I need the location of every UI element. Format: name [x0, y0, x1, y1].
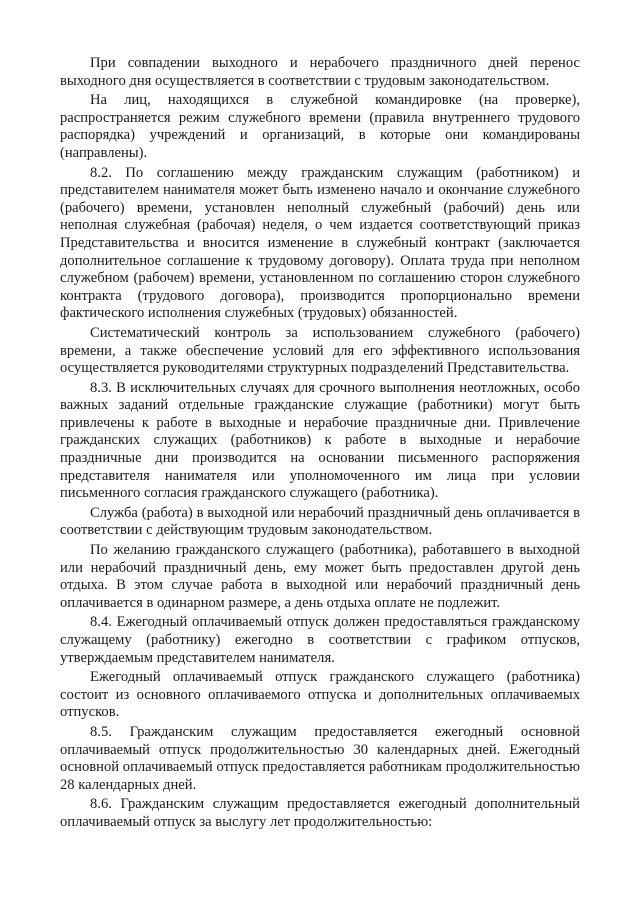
- paragraph-holiday-pay: Служба (работа) в выходной или нерабочий праздничный день оплачивается в соответствии с действующим трудовым законодательством.: [60, 504, 580, 539]
- paragraph-rest-day: По желанию гражданского служащего (работника), работавшего в выходной или нерабочий праздничный день, ему может быть предоставлен другой день отдыха. В этом случае работа в выходной или нерабочий праздничный день оплачивается в одинарном размере, а день отдыха оплате не подлежит.: [60, 542, 580, 611]
- paragraph-business-trip: На лиц, находящихся в служебной командировке (на проверке), распространяется режим служебного времени (правила внутреннего трудового распорядка) учреждений и организаций, в которые они командированы (направлены).: [60, 92, 580, 161]
- paragraph-time-control: Систематический контроль за использованием служебного (рабочего) времени, а также обеспечение условий для его эффективного использования осуществляется руководителями структурных подразделений Представительства.: [60, 324, 580, 377]
- paragraph-holiday-transfer: При совпадении выходного и нерабочего праздничного дней перенос выходного дня осуществляется в соответствии с трудовым законодательством.: [60, 55, 580, 89]
- paragraph-8-6: 8.6. Гражданским служащим предоставляется ежегодный дополнительный оплачиваемый отпуск за выслугу лет продолжительностью:: [60, 796, 580, 830]
- paragraph-8-5: 8.5. Гражданским служащим предоставляется ежегодный основной оплачиваемый отпуск продолжительностью 30 календарных дней. Ежегодный основной оплачиваемый отпуск предоставляется работникам продолжительностью 28 календарных дней.: [60, 723, 580, 793]
- document-page: [60, 55, 580, 832]
- paragraph-8-4: 8.4. Ежегодный оплачиваемый отпуск должен предоставляться гражданскому служащему (работнику) ежегодно в соответствии с графиком отпусков, утверждаемым представителем нанимателя.: [60, 614, 580, 666]
- paragraph-8-3: 8.3. В исключительных случаях для срочного выполнения неотложных, особо важных заданий отдельные гражданские служащие (работники) могут быть привлечены к работе в выходные и нерабочие праздничные дни. Привлечение гражданских служащих (работников) к работе в выходные и нерабочие праздничные дни производится на основании письменного распоряжения представителя нанимателя или уполномоченного им лица при условии письменного согласия гражданского служащего (работника).: [60, 379, 580, 502]
- paragraph-8-2: 8.2. По соглашению между гражданским служащим (работником) и представителем нанимателя может быть изменено начало и окончание служебного (рабочего) времени, установлен неполный служебный (рабочий) день или неполная служебная (рабочая) неделя, о чем издается соответствующий приказ Представительства и вносится изменение в служебный контракт (заключается дополнительное соглашение к трудовому договору). Оплата труда при неполном служебном (рабочем) времени, установленном по соглашению сторон служебного контракта (трудового договора), производится пропорционально времени фактического исполнения служебных (трудовых) обязанностей.: [60, 164, 580, 322]
- paragraph-leave-composition: Ежегодный оплачиваемый отпуск гражданского служащего (работника) состоит из основного оплачиваемого отпуска и дополнительных оплачиваемых отпусков.: [60, 669, 580, 721]
